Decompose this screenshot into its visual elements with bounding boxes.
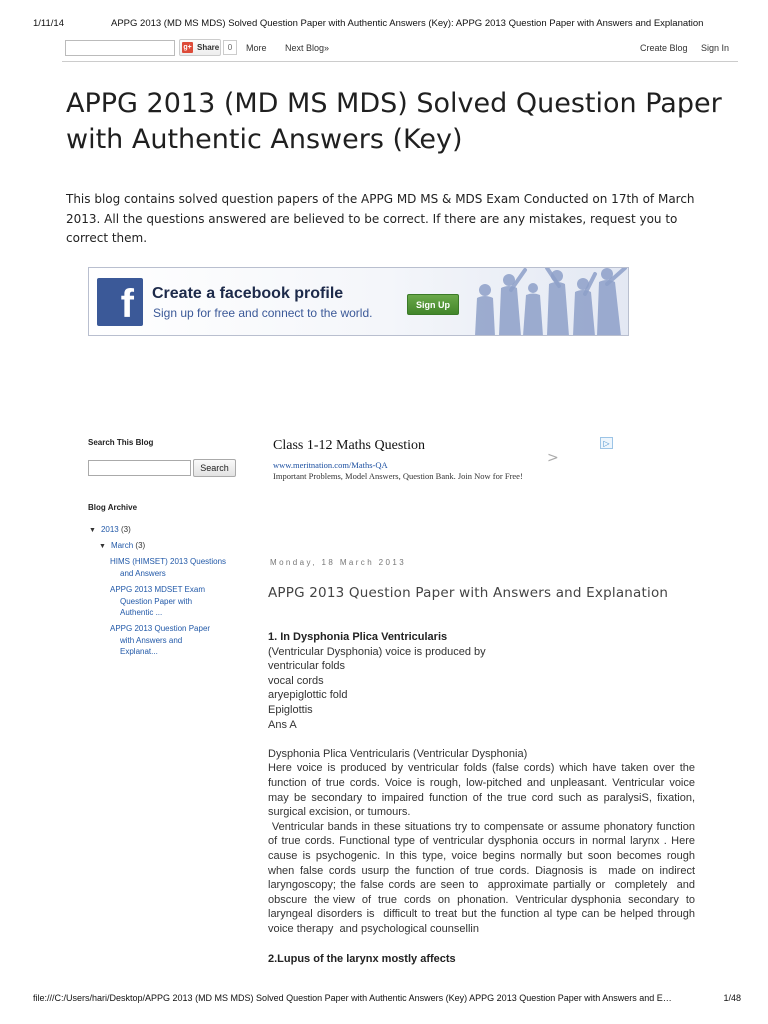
question-stem: (Ventricular Dysphonia) voice is produced by: [268, 645, 486, 658]
facebook-banner-headline: Create a facebook profile: [152, 285, 344, 302]
facebook-logo-icon: f: [97, 278, 143, 326]
post-date: Monday, 18 March 2013: [270, 558, 407, 567]
archive-year-label[interactable]: 2013: [100, 525, 119, 534]
explanation-paragraph: Ventricular bands in these situations try to compensate or assume phonatory function of true cords. Functional type of ventricular dysphonia occurs in normal larynx . Here cause is psychogenic. In this type, voice begins normally but soon becomes rough when false cords usurp the function of true cords. Diagnosis is made on indirect laryngoscopy; the false cords are seen to approximate partially or completely and obscure the view of true cords on phonation. Ventricular dysphonia secondary to laryngeal disorders is difficult to treat but the function al type can be helped through voice therapy and psychological counsellin: [268, 820, 702, 935]
post-title[interactable]: APPG 2013 Question Paper with Answers and Explanation: [268, 585, 669, 601]
archive-month-label[interactable]: March: [110, 541, 134, 550]
archive-post-text[interactable]: with Answers and: [120, 635, 183, 645]
blogger-navbar: [62, 38, 738, 60]
blog-search-button[interactable]: Search: [193, 459, 236, 477]
navbar-search-input[interactable]: [65, 40, 175, 56]
create-blog-link[interactable]: Create Blog: [640, 43, 688, 53]
archive-post-text[interactable]: APPG 2013 MDSET Exam: [110, 585, 205, 594]
text-ad[interactable]: [272, 436, 617, 486]
ad-description: Important Problems, Model Answers, Question Bank. Join Now for Free!: [273, 471, 523, 481]
sign-in-link[interactable]: Sign In: [701, 43, 730, 53]
print-header: [33, 18, 748, 32]
ad-choices-icon[interactable]: ▷: [600, 437, 613, 449]
archive-year-count: (3): [120, 525, 131, 534]
print-page-number: 1/48: [723, 993, 741, 1003]
explanation-heading: Dysphonia Plica Ventricularis (Ventricular Dysphonia): [268, 747, 528, 760]
answer-option: aryepiglottic fold: [268, 689, 348, 702]
blog-search-input[interactable]: [88, 460, 191, 476]
answer-option: Epiglottis: [268, 703, 313, 716]
answer-key: Ans A: [268, 718, 297, 731]
blog-description: This blog contains solved question papers of the APPG MD MS & MDS Exam Conducted on 17th of March 2013. All the questions answered are believed to be correct. If there are any mistakes, request you to correct them.: [66, 192, 695, 245]
facebook-signup-button[interactable]: Sign Up: [407, 294, 459, 315]
print-footer: [33, 993, 741, 1007]
ad-title[interactable]: Class 1-12 Maths Question: [273, 438, 426, 453]
archive-post-text[interactable]: Question Paper with: [120, 596, 193, 606]
answer-option: ventricular folds: [268, 660, 346, 673]
more-link[interactable]: More: [246, 43, 267, 53]
collapse-triangle-icon[interactable]: ▼: [99, 543, 106, 550]
archive-post-text[interactable]: Authentic ...: [120, 608, 163, 617]
next-blog-link[interactable]: Next Blog»: [285, 43, 330, 53]
facebook-banner-subline: Sign up for free and connect to the world.: [153, 306, 373, 320]
question-heading: 1. In Dysphonia Plica Ventricularis: [268, 631, 448, 643]
answer-option: vocal cords: [268, 674, 324, 687]
archive-post-text[interactable]: Explanat...: [120, 647, 158, 656]
collapse-triangle-icon[interactable]: ▼: [89, 527, 96, 534]
blog-archive-title: Blog Archive: [88, 503, 138, 512]
blog-title[interactable]: APPG 2013 (MD MS MDS) Solved Question Paper with Authentic Answers (Key): [66, 88, 722, 155]
archive-month-count: (3): [135, 541, 146, 550]
explanation-paragraph: Here voice is produced by ventricular folds (false cords) which have taken over the function of true cords. Voice is rough, low-pitched and unpleasant. Ventricular voice may be secondary to impaired function of the true cord such as paralysiS, fixation, surgical excision, or tumours.: [268, 762, 695, 819]
post-body: [268, 630, 702, 967]
question-heading: 2.Lupus of the larynx mostly affects: [268, 953, 456, 966]
share-label: Share: [197, 43, 220, 52]
print-date: 1/11/14: [33, 18, 64, 29]
archive-post-text[interactable]: APPG 2013 Question Paper: [110, 624, 211, 633]
facebook-banner-ad[interactable]: [88, 267, 629, 336]
archive-post-text[interactable]: and Answers: [120, 568, 166, 578]
navbar-divider: [62, 61, 738, 62]
search-blog-title: Search This Blog: [88, 438, 154, 447]
archive-month-march[interactable]: [99, 540, 145, 553]
google-plus-icon: g+: [183, 44, 192, 51]
google-plus-share-button[interactable]: [179, 39, 221, 56]
archive-post-link[interactable]: [110, 584, 205, 619]
ad-url[interactable]: www.meritnation.com/Maths-QA: [273, 460, 388, 470]
print-file-path: file:///C:/Users/hari/Desktop/APPG 2013 (MD MS MDS) Solved Question Paper with Authentic Answers (Key) APPG 2013 Question Paper with Answers and E…: [33, 993, 672, 1003]
crowd-silhouettes-image: [467, 268, 629, 336]
archive-year-2013[interactable]: [89, 524, 131, 537]
archive-post-link[interactable]: [110, 556, 226, 579]
archive-post-text[interactable]: HIMS (HIMSET) 2013 Questions: [110, 557, 227, 566]
archive-post-link[interactable]: [110, 623, 210, 658]
print-page-title: APPG 2013 (MD MS MDS) Solved Question Paper with Authentic Answers (Key): APPG 2013 Question Paper with Answers and Explanation: [111, 18, 704, 29]
chevron-right-icon[interactable]: >: [547, 450, 559, 466]
share-count: 0: [223, 40, 237, 55]
